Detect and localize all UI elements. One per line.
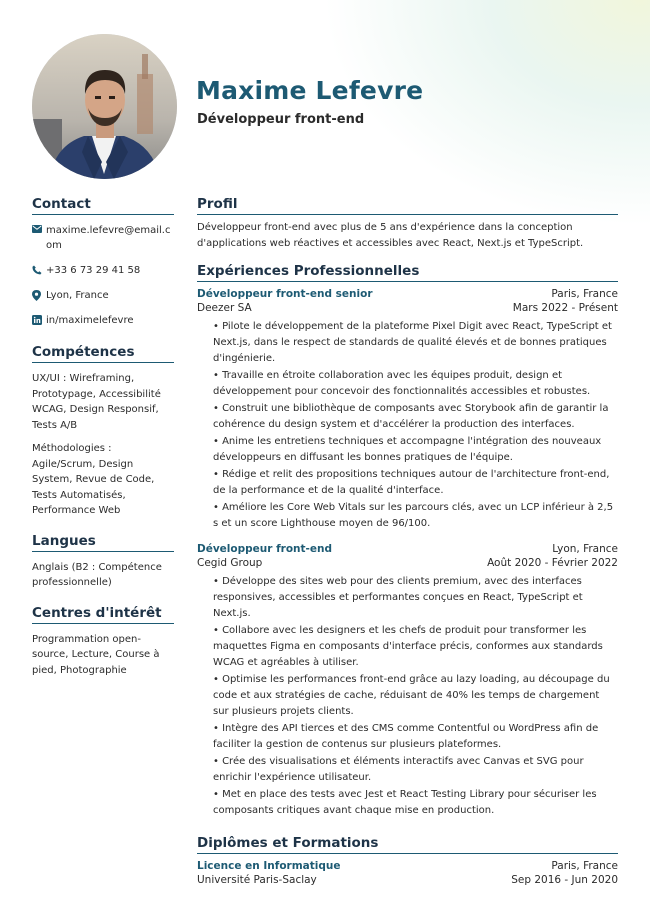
education-heading: Diplômes et Formations	[197, 835, 618, 854]
bullet-item: • Rédige et relit des propositions techniques autour de l'architecture front-end, de la performance et de la qualité d'interface.	[213, 467, 618, 499]
linkedin-text[interactable]: in/maximelefevre	[46, 315, 134, 326]
profile-photo	[32, 34, 177, 179]
bullet-item: • Améliore les Core Web Vitals sur les parcours clés, avec un LCP inférieur à 2,5 s et un score Lighthouse moyen de 96/100.	[213, 500, 618, 532]
candidate-name: Maxime Lefevre	[196, 76, 424, 105]
bullet-item: • Intègre des API tierces et des CMS comme Contentful ou WordPress afin de faciliter la gestion de contenus sur plusieurs plateformes.	[213, 721, 618, 753]
bullet-item: • Travaille en étroite collaboration avec les équipes produit, design et développement pour concevoir des fonctionnalités accessibles et robustes.	[213, 368, 618, 400]
skills-methods: Méthodologies : Agile/Scrum, Design System, Revue de Code, Tests Automatisés, Performance Web	[32, 443, 155, 516]
contact-heading: Contact	[32, 196, 174, 215]
job-entry	[197, 542, 618, 819]
email-text[interactable]: maxime.lefevre@email.com	[46, 225, 171, 251]
candidate-title: Développeur front-end	[197, 112, 365, 127]
job-entry	[197, 287, 618, 532]
mail-icon	[32, 223, 46, 233]
profile-heading: Profil	[197, 196, 618, 215]
skills-heading: Compétences	[32, 344, 174, 363]
job-location: Paris, France	[551, 288, 618, 300]
phone-icon	[32, 263, 46, 275]
job-company: Deezer SA	[197, 302, 252, 314]
bullet-item: • Collabore avec les designers et les chefs de produit pour transformer les maquettes Figma en composants d'interface précis, conformes aux standards WCAG et agréables à utiliser.	[213, 623, 618, 671]
school-name: Université Paris-Saclay	[197, 874, 317, 886]
job-bullets	[197, 319, 618, 532]
experience-heading: Expériences Professionnelles	[197, 263, 618, 282]
languages-heading: Langues	[32, 533, 174, 552]
contact-location	[32, 288, 174, 303]
map-pin-icon	[32, 288, 46, 301]
sidebar	[32, 196, 174, 686]
job-title: Développeur front-end	[197, 543, 333, 555]
linkedin-icon	[32, 313, 46, 325]
interests-text: Programmation open-source, Lecture, Course à pied, Photographie	[32, 633, 160, 676]
profile-text: Développeur front-end avec plus de 5 ans d'expérience dans la conception d'applications web réactives et accessibles avec React, Next.js et TypeScript.	[197, 222, 584, 249]
bullet-item: • Anime les entretiens techniques et accompagne l'intégration des nouveaux développeurs en diffusant les bonnes pratiques de l'équipe.	[213, 434, 618, 466]
bullet-item: • Développe des sites web pour des clients premium, avec des interfaces responsives, accessibles et performantes conçues en React, TypeScript et Next.js.	[213, 574, 618, 622]
education-entry	[197, 859, 618, 887]
bullet-item: • Crée des visualisations et éléments interactifs avec Canvas et SVG pour enrichir l'expérience utilisateur.	[213, 754, 618, 786]
location-text: Lyon, France	[46, 290, 109, 301]
contact-email	[32, 223, 174, 253]
bullet-item: • Met en place des tests avec Jest et React Testing Library pour sécuriser les composants critiques avant chaque mise en production.	[213, 787, 618, 819]
education-location: Paris, France	[551, 860, 618, 872]
job-bullets	[197, 574, 618, 819]
phone-text: +33 6 73 29 41 58	[46, 265, 141, 276]
education-dates: Sep 2016 - Jun 2020	[511, 874, 618, 886]
job-dates: Mars 2022 - Présent	[512, 302, 618, 314]
job-company: Cegid Group	[197, 557, 263, 569]
skills-ux: UX/UI : Wireframing, Prototypage, Accessibilité WCAG, Design Responsif, Tests A/B	[32, 373, 161, 431]
job-dates: Août 2020 - Février 2022	[487, 557, 618, 569]
main-content	[197, 196, 618, 891]
bullet-item: • Pilote le développement de la plateforme Pixel Digit avec React, TypeScript et Next.js, dans le respect de standards de qualité élevés et de bonnes pratiques d'ingénierie.	[213, 319, 618, 367]
portrait-image	[32, 34, 177, 179]
contact-linkedin	[32, 313, 174, 328]
languages-text: Anglais (B2 : Compétence professionnelle)	[32, 561, 162, 588]
job-title: Développeur front-end senior	[197, 288, 373, 300]
bullet-item: • Optimise les performances front-end grâce au lazy loading, au découpage du code et aux stratégies de cache, réduisant de 40% les temps de chargement sur plusieurs projets clients.	[213, 672, 618, 720]
degree-title: Licence en Informatique	[197, 860, 341, 872]
interests-heading: Centres d'intérêt	[32, 605, 174, 624]
job-location: Lyon, France	[552, 543, 618, 555]
contact-phone	[32, 263, 174, 278]
bullet-item: • Construit une bibliothèque de composants avec Storybook afin de garantir la cohérence du design system et d'accélérer la production des interfaces.	[213, 401, 618, 433]
